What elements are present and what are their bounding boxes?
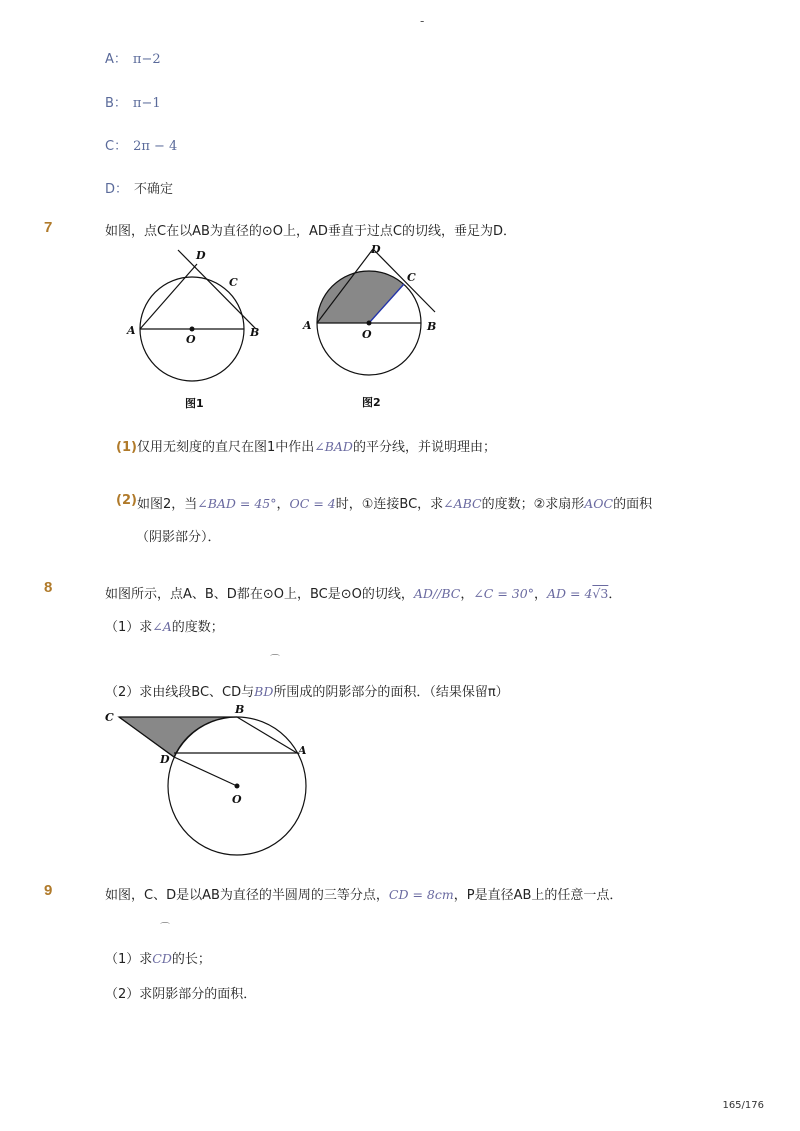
- label-o: O: [362, 328, 372, 341]
- option-label: D：: [105, 182, 129, 197]
- text: 时，①连接BC，求: [335, 497, 444, 512]
- math-expr: AD = 4: [546, 586, 593, 601]
- math-expr: ∠BAD: [314, 439, 353, 454]
- page-number: 165/176: [722, 1100, 764, 1111]
- option-label: C：: [105, 139, 128, 154]
- text: 仅用无刻度的直尺在图1中作出: [136, 440, 315, 455]
- option-value: 不确定: [134, 182, 174, 197]
- question-number-9: 9: [44, 882, 53, 899]
- q7-part-1: [116, 436, 496, 455]
- option-value: 2π − 4: [133, 139, 178, 154]
- text: ，: [533, 587, 547, 602]
- text: 的平分线，并说明理由；: [352, 440, 496, 455]
- option-label: B：: [105, 96, 127, 111]
- text: ．: [608, 587, 622, 602]
- segment-do: [174, 757, 237, 786]
- label-b: B: [235, 703, 245, 716]
- text: 的长；: [171, 952, 211, 967]
- option-value: π−1: [132, 96, 161, 111]
- label-o: O: [232, 793, 242, 806]
- header-mark: -: [420, 14, 425, 28]
- label-a: A: [127, 324, 136, 337]
- text: ，: [276, 497, 290, 512]
- math-expr: CD: [152, 951, 172, 966]
- label-b: B: [427, 320, 437, 333]
- chord-ab: [237, 717, 297, 753]
- math-expr: ∠A: [152, 619, 172, 634]
- question-7-stem: 如图，点C在以AB为直径的⊙O上，AD垂直于过点C的切线，垂足为D．: [105, 224, 517, 239]
- label-a: A: [298, 744, 307, 757]
- q7-part-2-line2: （阴影部分）．: [136, 530, 221, 545]
- label-b: B: [250, 326, 260, 339]
- text: 的度数；: [171, 620, 224, 635]
- label-d: D: [371, 243, 381, 256]
- part-number: (2): [116, 493, 137, 508]
- q8-figure: [95, 700, 325, 860]
- text: 所围成的阴影部分的面积．（结果保留π）: [273, 685, 509, 700]
- part-number: (1): [116, 440, 137, 455]
- math-expr: BD: [254, 684, 274, 699]
- arc-mark: ⌒: [270, 655, 280, 666]
- text: 如图2，当: [136, 497, 198, 512]
- figure-1: [126, 249, 259, 410]
- text: ，: [460, 587, 474, 602]
- text: 的面积: [613, 497, 653, 512]
- math-sqrt: √3: [592, 586, 609, 601]
- q8-part-1: [105, 616, 224, 635]
- option-label: A：: [105, 52, 127, 67]
- option-c[interactable]: [105, 135, 177, 154]
- text: 如图，C、D是以AB为直径的半圆周的三等分点，: [105, 888, 389, 903]
- text: ，P是直径AB上的任意一点．: [453, 888, 623, 903]
- caption-fig1: 图1: [185, 397, 204, 410]
- q7-part-2: [116, 493, 652, 512]
- label-d: D: [196, 249, 206, 262]
- figure-2: [302, 243, 436, 409]
- math-expr: AD//BC: [413, 586, 461, 601]
- label-a: A: [303, 319, 312, 332]
- center-point: [190, 327, 195, 332]
- shaded-sector: [317, 270, 404, 323]
- text: 的度数；②求扇形: [481, 497, 585, 512]
- label-o: O: [186, 333, 196, 346]
- label-d: D: [160, 753, 170, 766]
- math-expr: ∠ABC: [443, 496, 482, 511]
- question-8-stem: [105, 583, 621, 602]
- caption-fig2: 图2: [362, 396, 381, 409]
- text: （1）求: [105, 620, 153, 635]
- segment-ad: [140, 264, 197, 329]
- text: 如图所示，点A、B、D都在⊙O上，BC是⊙O的切线，: [105, 587, 414, 602]
- option-a[interactable]: [105, 48, 161, 67]
- arc-mark: ⌒: [160, 923, 170, 934]
- center-point: [367, 321, 372, 326]
- q7-figures: [115, 240, 455, 415]
- q8-part-2: [105, 681, 509, 700]
- question-9-stem: [105, 884, 622, 903]
- q9-part-1: [105, 948, 211, 967]
- tangent-line: [178, 250, 256, 329]
- text: （2）求由线段BC、CD与: [105, 685, 255, 700]
- label-c: C: [105, 711, 114, 724]
- option-d[interactable]: [105, 178, 173, 197]
- label-c: C: [407, 271, 416, 284]
- option-value: π−2: [132, 52, 161, 67]
- math-expr: ∠BAD = 45°: [197, 496, 277, 511]
- question-number-7: 7: [44, 219, 53, 236]
- center-point: [235, 784, 240, 789]
- math-expr: CD = 8cm: [388, 887, 454, 902]
- math-expr: AOC: [584, 496, 614, 511]
- math-expr: OC = 4: [289, 496, 336, 511]
- math-expr: ∠C = 30°: [473, 586, 534, 601]
- option-b[interactable]: [105, 92, 161, 111]
- q9-part-2: （2）求阴影部分的面积．: [105, 987, 257, 1002]
- text: （1）求: [105, 952, 153, 967]
- question-number-8: 8: [44, 579, 53, 596]
- label-c: C: [229, 276, 238, 289]
